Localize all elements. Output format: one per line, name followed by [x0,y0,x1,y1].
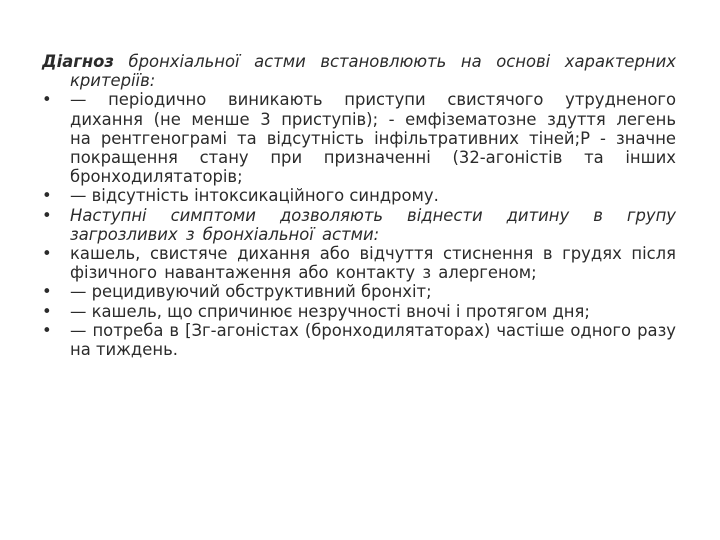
bullet-icon: • [42,320,52,340]
bullet-icon: • [42,186,52,206]
list-item-text: — рецидивуючий обструктивний бронхіт; [70,282,432,302]
list-item-text: Наступні симптоми дозволяють віднести дитину в групу загрозливих з бронхіальної астми: [70,205,676,244]
list-item-text: — періодично виникають приступи свистячого утрудненого дихання (не менше 3 приступів); - емфізематозне здуття легень на рентгенограмі та відсутність інфільтративних тіней;Р - значне покращення стану при призначенні (32-агоністів та інших бронходилятаторів; [70,90,676,187]
list-item [42,206,676,244]
list-item-text: кашель, свистяче дихання або відчуття стиснення в грудях після фізичного навантаження або контакту з алергеном; [70,244,676,283]
list-item [42,321,676,359]
list-item [42,186,676,205]
list-item [42,244,676,282]
list-item [42,90,676,186]
intro-paragraph [42,52,676,90]
bullet-icon: • [42,244,52,264]
list-item-text: — кашель, що спричинює незручності вночі і протягом дня; [70,301,590,321]
bullet-icon: • [42,282,52,302]
bullet-icon: • [42,90,52,110]
list-item [42,282,676,301]
intro-lead-word: Діагноз [42,52,114,71]
slide-content [42,52,676,359]
bullet-icon: • [42,205,52,225]
list-item [42,302,676,321]
list-item-text: — відсутність інтоксикаційного синдрому. [70,186,439,206]
criteria-list [42,90,676,359]
intro-text: бронхіальної астми встановлюють на основі характерних критеріїв: [70,52,676,91]
list-item-text: — потреба в [Зг-агоністах (бронходилятаторах) частіше одного разу на тиждень. [70,320,676,360]
bullet-icon: • [42,301,52,321]
